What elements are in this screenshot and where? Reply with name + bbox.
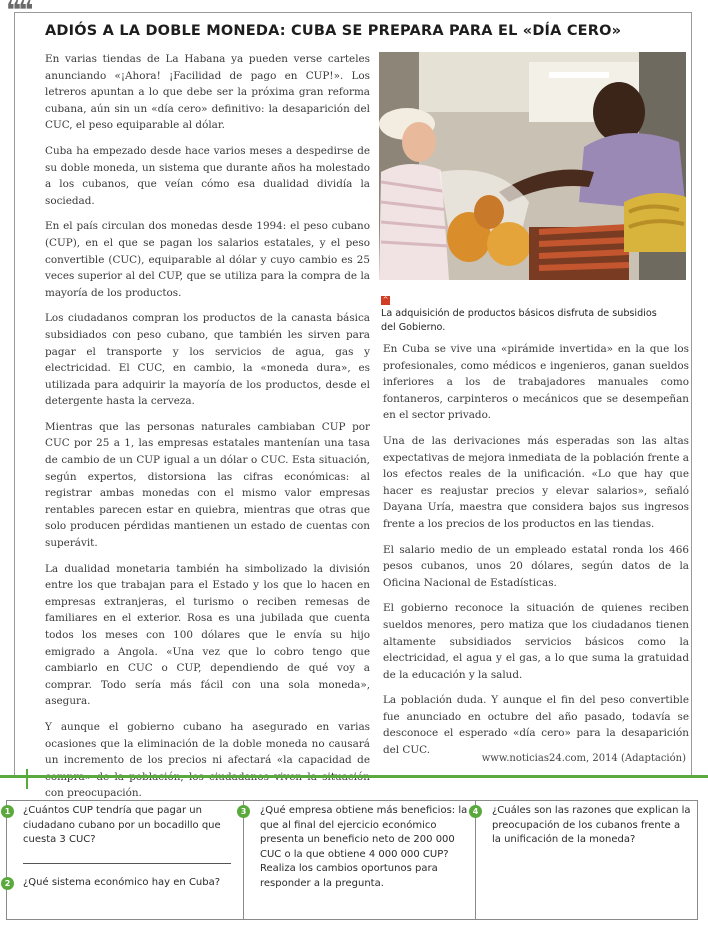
article-title: ADIÓS A LA DOBLE MONEDA: CUBA SE PREPARA PARA EL «DÍA CERO» xyxy=(45,23,622,39)
left-column xyxy=(45,51,370,811)
questions-column-3 xyxy=(472,801,697,919)
paragraph: Una de las derivaciones más esperadas son las altas expectativas de mejora inmediata de la población frente a los efectos reales de la unificación. «Lo que hay que hacer es reajustar precios y elevar salarios», señaló Dayana Uría, maestra que considera bajos sus ingresos frente a los precios de los productos en las tiendas. xyxy=(383,434,689,530)
market-photo xyxy=(379,52,686,280)
question-text: ¿Cuáles son las razones que explican la preocupación de los cubanos frente a la unificación de la moneda? xyxy=(492,805,691,845)
paragraph: Cuba ha empezado desde hace varios meses a despedirse de su doble moneda, un sistema que durante años ha molestado a los cubanos, que veían cómo esa dualidad dividía la sociedad. xyxy=(45,144,370,207)
paragraph: La población duda. Y aunque el fin del peso convertible fue anunciado en octubre del año pasado, todavía se desconoce el esperado «día cero» para la desaparición del CUC. xyxy=(383,694,689,757)
source-citation: www.noticias24.com, 2014 (Adaptación) xyxy=(481,753,686,764)
questions-box xyxy=(6,800,698,920)
quote-mark-icon: ❝❝ xyxy=(6,0,31,26)
paragraph: La dualidad monetaria también ha simbolizado la división entre los que trabajan para el Estado y los que lo hacen en empresas extranjeras, el turismo o reciben remesas de familiares en el exterior. Rosa es una jubilada que cuenta todos los meses con 100 dólares que le envía su hijo emigrado a Angola. «Una vez que lo cobro tengo que cambiarlo en CUC o CUP, dependiendo de qué voy a comprar. Todo sería más fácil con una sola moneda», asegura. xyxy=(45,562,370,708)
paragraph: En el país circulan dos monedas desde 1994: el peso cubano (CUP), en el que se pagan los salarios estatales, y el peso convertible (CUC), equiparable al dólar y cuyo cambio es 25 veces superior al del CUP, que se utiliza para la compra de la mayoría de los productos. xyxy=(45,220,370,299)
question-number-badge: 4 xyxy=(469,805,482,818)
question-number-badge: 2 xyxy=(1,877,14,890)
questions-column-2 xyxy=(240,801,475,919)
question-text: ¿Qué empresa obtiene más beneficios: la que al final del ejercicio económico presenta un beneficio neto de 200 000 CUC o la que obtiene 4 000 000 CUP? Realiza los cambios oportunos para responder a la pregunta. xyxy=(260,805,468,889)
right-column xyxy=(383,341,689,768)
caption-marker-icon: ^ xyxy=(382,296,389,304)
paragraph: El gobierno reconoce la situación de quienes reciben sueldos menores, pero matiza que los ciudadanos tienen altamente subsidiados servicios básicos como la electricidad, el agua y el gas, a lo que suma la gratuidad de la educación y la salud. xyxy=(383,602,689,681)
divider-tick xyxy=(26,769,28,789)
question-text: ¿Cuántos CUP tendría que pagar un ciudadano cubano por un bocadillo que cuesta 3 CUC? xyxy=(23,805,221,845)
question-text: ¿Qué sistema económico hay en Cuba? xyxy=(23,877,221,888)
question-divider xyxy=(23,863,231,864)
question-number-badge: 1 xyxy=(1,805,14,818)
paragraph: En Cuba se vive una «pirámide invertida» en la que los profesionales, como médicos e ingenieros, ganan sueldos inferiores a los de trabajadores manuales como fontaneros, carpinteros o mecánicos que se desempeñan en el sector privado. xyxy=(383,343,689,422)
paragraph: Y aunque el gobierno cubano ha asegurado en varias ocasiones que la eliminación de la doble moneda no causará un incremento de los precios ni afectará «la capacidad de con preocupación. xyxy=(45,720,370,800)
section-divider xyxy=(0,775,708,778)
paragraph: Los ciudadanos compran los productos de la canasta básica subsidiados con peso cubano, que también les sirven para pagar el transporte y los servicios de agua, gas y electricidad. El CUC, en cambio, la «moneda dura», es utilizada para adquirir la mayoría de los productos, desde el detergente hasta la cerveza. xyxy=(45,312,370,408)
questions-column-1 xyxy=(4,801,243,919)
market-photo-illustration xyxy=(379,52,686,280)
paragraph: Mientras que las personas naturales cambiaban CUP por CUC por 25 a 1, las empresas estatales mantenían una tasa de cambio de un CUP igual a un dólar o CUC. Esta situación, según expertos, distorsiona las cifras económicas: al registrar ambas monedas con el mismo valor empresas rentables parecen estar en quiebra, mientras que otras que solo producen pérdidas mantienen un estado de cuentas con superávit. xyxy=(45,420,370,550)
question-number-badge: 3 xyxy=(237,805,250,818)
photo-caption: La adquisición de productos básicos disfruta de subsidios del Gobierno. xyxy=(381,308,657,333)
paragraph: En varias tiendas de La Habana ya pueden verse carteles anunciando «¡Ahora! ¡Facilidad de pago en CUP!». Los letreros apuntan a lo que debe ser la próxima gran reforma cubana, aún sin un «día cero» definitivo: la desaparición del CUC, el peso equiparable al dólar. xyxy=(45,53,370,132)
paragraph: El salario medio de un empleado estatal ronda los 466 pesos cubanos, unos 20 dólares, según datos de la Oficina Nacional de Estadísticas. xyxy=(383,543,689,589)
